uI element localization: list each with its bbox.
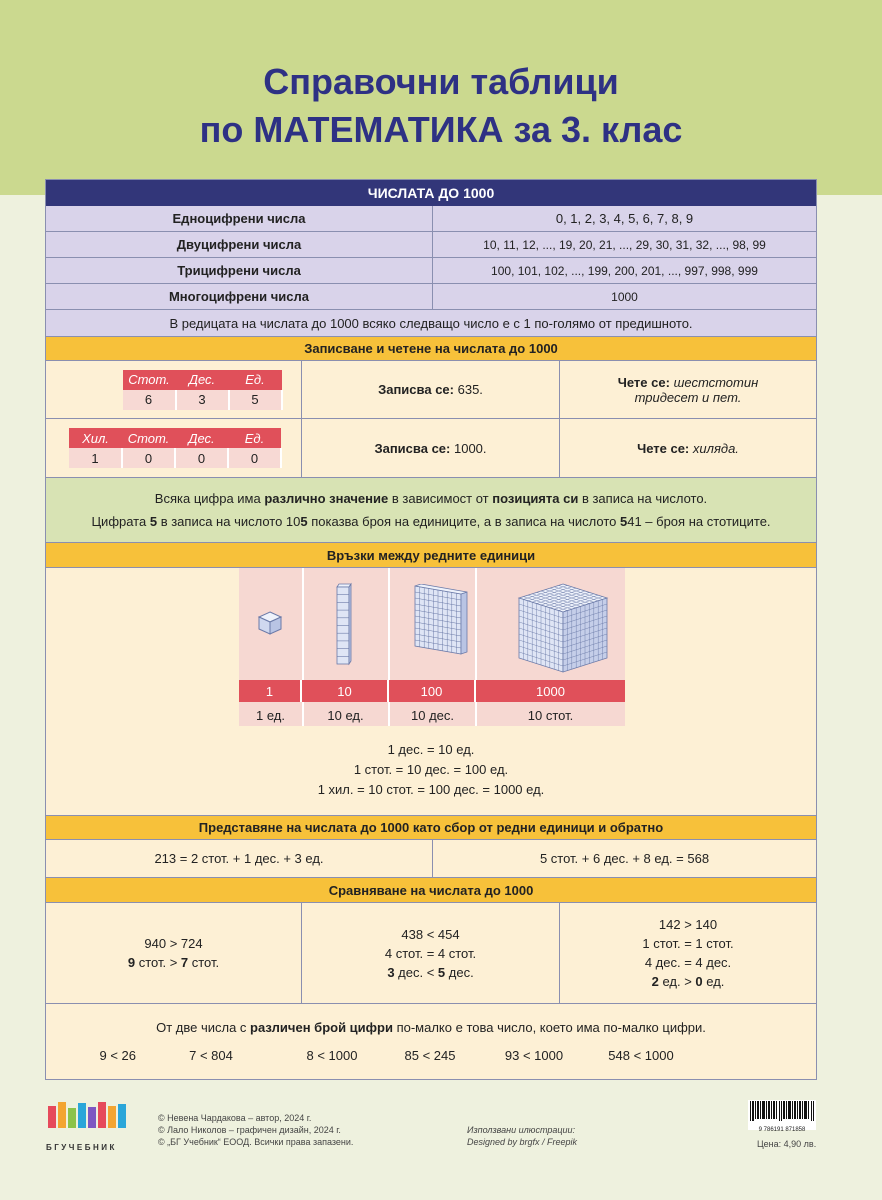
units-label-strip: 1 ед. 10 ед. 10 дес. 10 стот. xyxy=(256,707,574,723)
section-expansion-header: Представяне на числата до 1000 като сбор от редни единици и обратно xyxy=(46,815,816,840)
write-read-row-1 xyxy=(46,361,816,419)
note-line-2: Цифрата 5 в записа на числото 105 показва броя на единиците, а в записа на числото 541 – броя на стотиците. xyxy=(91,514,771,529)
read-form: Чете се: хиляда. xyxy=(637,440,739,456)
row-label: Трицифрени числа xyxy=(46,258,433,283)
digit-value-note xyxy=(46,477,816,543)
price: Цена: 4,90 лв. xyxy=(757,1139,817,1149)
expanded-form: 213 = 2 стот. + 1 дес. + 3 ед. xyxy=(46,840,433,877)
digits-row-1 xyxy=(46,206,816,232)
publisher-logo xyxy=(46,1100,132,1152)
numbers-note: В редицата на числата до 1000 всяко следващо число е с 1 по-голямо от предишното. xyxy=(46,310,816,336)
section-numbers-header: ЧИСЛАТА ДО 1000 xyxy=(46,180,816,206)
books-logo-icon xyxy=(46,1100,132,1138)
row-value: 0, 1, 2, 3, 4, 5, 6, 7, 8, 9 xyxy=(555,211,694,226)
section-units-header: Връзки между редните единици xyxy=(46,543,816,568)
compare-rule: От две числа с различен брой цифри по-малко е това число, което има по-малко цифри. xyxy=(156,1020,706,1035)
row-label: Едноцифрени числа xyxy=(46,206,433,231)
unit-cube-icon xyxy=(257,610,283,636)
expansion-row xyxy=(46,840,816,878)
section-write-read-header: Записване и четене на числата до 1000 xyxy=(46,336,816,361)
section-compare-header: Сравняване на числата до 1000 xyxy=(46,878,816,903)
title-line-1: Справочни таблици xyxy=(263,61,619,102)
note-line-1: Всяка цифра има различно значение в зависимост от позицията си в записа на числото. xyxy=(154,491,708,506)
page-title xyxy=(0,58,882,154)
compare-example-2: 438 < 454 4 стот. = 4 стот. 3 дес. < 5 дес. xyxy=(302,903,560,1003)
publisher-name: БГУЧЕБНИК xyxy=(46,1143,117,1152)
digits-row-2 xyxy=(46,232,816,258)
isbn-number: 9 786191 871858 xyxy=(758,1127,806,1133)
hundred-flat-icon xyxy=(413,584,471,656)
place-value-table: Стот. Дес. Ед. 6 3 5 xyxy=(123,370,283,410)
written-form: Записва се: 1000. xyxy=(302,419,560,477)
compare-example-1: 940 > 724 9 стот. > 7 стот. xyxy=(46,903,302,1003)
barcode-icon xyxy=(748,1100,816,1122)
ten-rod-icon xyxy=(335,582,353,666)
row-value: 1000 xyxy=(611,289,638,304)
thousand-cube-icon xyxy=(517,582,609,674)
digits-row-4 xyxy=(46,284,816,310)
digits-row-3 xyxy=(46,258,816,284)
row-label: Двуцифрени числа xyxy=(46,232,433,257)
credits: © Невена Чардакова – автор, 2024 г. © Лало Николов – графичен дизайн, 2024 г. © „БГ Учебник“ ЕООД. Всички права запазени. xyxy=(158,1113,354,1147)
read-form: Чете се: шестстотин тридесет и пет. xyxy=(617,374,759,405)
compare-example-3: 142 > 140 1 стот. = 1 стот. 4 дес. = 4 дес. 2 ед. > 0 ед. xyxy=(642,917,734,989)
standard-form: 5 стот. + 6 дес. + 8 ед. = 568 xyxy=(539,851,710,866)
write-read-row-2 xyxy=(46,419,816,477)
place-value-table: Хил. Стот. Дес. Ед. 1 0 0 0 xyxy=(69,428,282,468)
unit-equations: 1 дес. = 10 ед. 1 стот. = 10 дес. = 100 ед. 1 хил. = 10 стот. = 100 дес. = 1000 ед. xyxy=(317,742,545,797)
compare-row xyxy=(46,903,816,1004)
row-value: 100, 101, 102, ..., 199, 200, 201, ..., 997, 998, 999 xyxy=(491,263,758,278)
reference-table xyxy=(45,179,817,1080)
written-form: Записва се: 635. xyxy=(302,361,560,418)
row-value: 10, 11, 12, ..., 19, 20, 21, ..., 29, 30, 31, 32, ..., 98, 99 xyxy=(483,237,766,252)
units-illustration xyxy=(239,568,625,726)
barcode xyxy=(748,1100,816,1133)
illustration-credits: Използвани илюстрации: Designed by brgfx / Freepik xyxy=(467,1125,578,1147)
place-value-cell xyxy=(46,419,302,477)
compare-examples: 9 < 26 7 < 804 8 < 1000 85 < 245 93 < 1000 548 < 1000 xyxy=(99,1048,674,1063)
row-label: Многоцифрени числа xyxy=(46,284,433,309)
place-value-cell xyxy=(46,361,302,418)
title-line-2: по МАТЕМАТИКА за 3. клас xyxy=(199,109,683,150)
units-number-strip: 1 10 100 1000 xyxy=(239,680,625,702)
